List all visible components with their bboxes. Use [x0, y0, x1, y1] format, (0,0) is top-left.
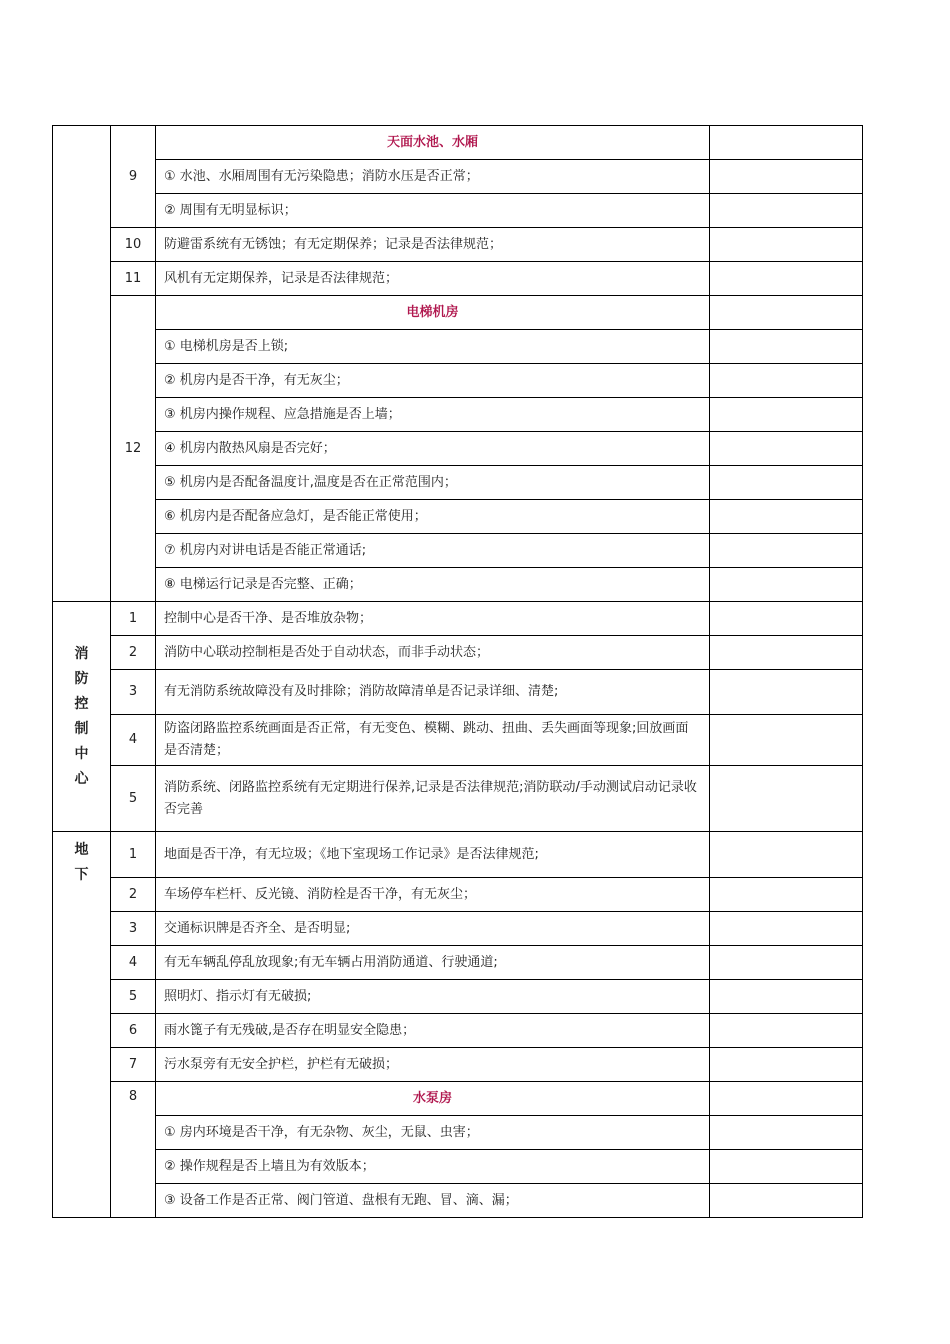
result-cell[interactable] — [710, 1048, 863, 1082]
result-cell[interactable] — [710, 636, 863, 670]
result-cell[interactable] — [710, 228, 863, 262]
result-cell[interactable] — [710, 500, 863, 534]
result-cell[interactable] — [710, 878, 863, 912]
item-number: 10 — [111, 228, 156, 262]
item-number: 4 — [111, 715, 156, 766]
item-number: 9 — [111, 126, 156, 228]
check-item-text: 消防系统、闭路监控系统有无定期进行保养,记录是否法律规范;消防联动/手动测试启动记录收否完善 — [156, 766, 710, 832]
result-cell[interactable] — [710, 832, 863, 878]
result-cell[interactable] — [710, 670, 863, 715]
check-item-text: 消防中心联动控制柜是否处于自动状态，而非手动状态； — [156, 636, 710, 670]
check-item-text: 车场停车栏杆、反光镜、消防栓是否干净，有无灰尘； — [156, 878, 710, 912]
result-cell[interactable] — [710, 1184, 863, 1218]
check-item-text: ⑥ 机房内是否配备应急灯，是否能正常使用； — [156, 500, 710, 534]
result-cell[interactable] — [710, 194, 863, 228]
check-item-text: ② 周围有无明显标识； — [156, 194, 710, 228]
result-cell[interactable] — [710, 1116, 863, 1150]
result-cell[interactable] — [710, 160, 863, 194]
item-number: 12 — [111, 296, 156, 602]
result-cell[interactable] — [710, 466, 863, 500]
inspection-table — [52, 125, 863, 1218]
check-item-text: 交通标识牌是否齐全、是否明显; — [156, 912, 710, 946]
check-item-text: 有无消防系统故障没有及时排除；消防故障清单是否记录详细、清楚; — [156, 670, 710, 715]
check-item-text: ③ 设备工作是否正常、阀门管道、盘根有无跑、冒、滴、漏； — [156, 1184, 710, 1218]
check-item-text: ⑤ 机房内是否配备温度计,温度是否在正常范围内； — [156, 466, 710, 500]
item-number: 1 — [111, 602, 156, 636]
result-cell[interactable] — [710, 262, 863, 296]
result-cell[interactable] — [710, 602, 863, 636]
item-number: 11 — [111, 262, 156, 296]
result-cell[interactable] — [710, 364, 863, 398]
item-number: 1 — [111, 832, 156, 878]
result-cell[interactable] — [710, 912, 863, 946]
item-number: 8 — [111, 1082, 156, 1218]
result-cell[interactable] — [710, 126, 863, 160]
check-item-text: 污水泵旁有无安全护栏，护栏有无破损； — [156, 1048, 710, 1082]
result-cell[interactable] — [710, 715, 863, 766]
result-cell[interactable] — [710, 1082, 863, 1116]
item-number: 6 — [111, 1014, 156, 1048]
category-label: 地下 — [74, 842, 89, 883]
category-cell-continued — [53, 126, 111, 602]
check-item-text: ⑦ 机房内对讲电话是否能正常通话; — [156, 534, 710, 568]
section-title: 天面水池、水厢 — [156, 126, 710, 160]
result-cell[interactable] — [710, 330, 863, 364]
check-item-text: 地面是否干净，有无垃圾；《地下室现场工作记录》是否法律规范; — [156, 832, 710, 878]
section-title: 电梯机房 — [156, 296, 710, 330]
item-number: 7 — [111, 1048, 156, 1082]
check-item-text: 风机有无定期保养，记录是否法律规范； — [156, 262, 710, 296]
section-title: 水泵房 — [156, 1082, 710, 1116]
item-number: 4 — [111, 946, 156, 980]
category-label: 消防控制中心 — [74, 645, 89, 787]
result-cell[interactable] — [710, 1150, 863, 1184]
check-item-text: 有无车辆乱停乱放现象;有无车辆占用消防通道、行驶通道; — [156, 946, 710, 980]
check-item-text: ② 机房内是否干净，有无灰尘； — [156, 364, 710, 398]
result-cell[interactable] — [710, 568, 863, 602]
result-cell[interactable] — [710, 946, 863, 980]
check-item-text: 雨水篦子有无残破,是否存在明显安全隐患； — [156, 1014, 710, 1048]
item-number: 3 — [111, 912, 156, 946]
check-item-text: ② 操作规程是否上墙且为有效版本； — [156, 1150, 710, 1184]
category-fire-control — [53, 602, 111, 832]
result-cell[interactable] — [710, 534, 863, 568]
check-item-text: ④ 机房内散热风扇是否完好； — [156, 432, 710, 466]
result-cell[interactable] — [710, 766, 863, 832]
result-cell[interactable] — [710, 432, 863, 466]
result-cell[interactable] — [710, 398, 863, 432]
check-item-text: 控制中心是否干净、是否堆放杂物； — [156, 602, 710, 636]
result-cell[interactable] — [710, 1014, 863, 1048]
check-item-text: 防避雷系统有无锈蚀；有无定期保养；记录是否法律规范； — [156, 228, 710, 262]
item-number: 5 — [111, 766, 156, 832]
result-cell[interactable] — [710, 980, 863, 1014]
category-basement — [53, 832, 111, 1218]
item-number: 2 — [111, 878, 156, 912]
item-number: 5 — [111, 980, 156, 1014]
check-item-text: ⑧ 电梯运行记录是否完整、正确； — [156, 568, 710, 602]
check-item-text: ① 水池、水厢周围有无污染隐患；消防水压是否正常； — [156, 160, 710, 194]
item-number: 2 — [111, 636, 156, 670]
check-item-text: ① 电梯机房是否上锁; — [156, 330, 710, 364]
result-cell[interactable] — [710, 296, 863, 330]
item-number: 3 — [111, 670, 156, 715]
check-item-text: 防盗闭路监控系统画面是否正常，有无变色、模糊、跳动、扭曲、丢失画面等现象;回放画面是否清楚； — [156, 715, 710, 766]
check-item-text: ③ 机房内操作规程、应急措施是否上墙； — [156, 398, 710, 432]
check-item-text: ① 房内环境是否干净，有无杂物、灰尘，无鼠、虫害； — [156, 1116, 710, 1150]
check-item-text: 照明灯、指示灯有无破损; — [156, 980, 710, 1014]
